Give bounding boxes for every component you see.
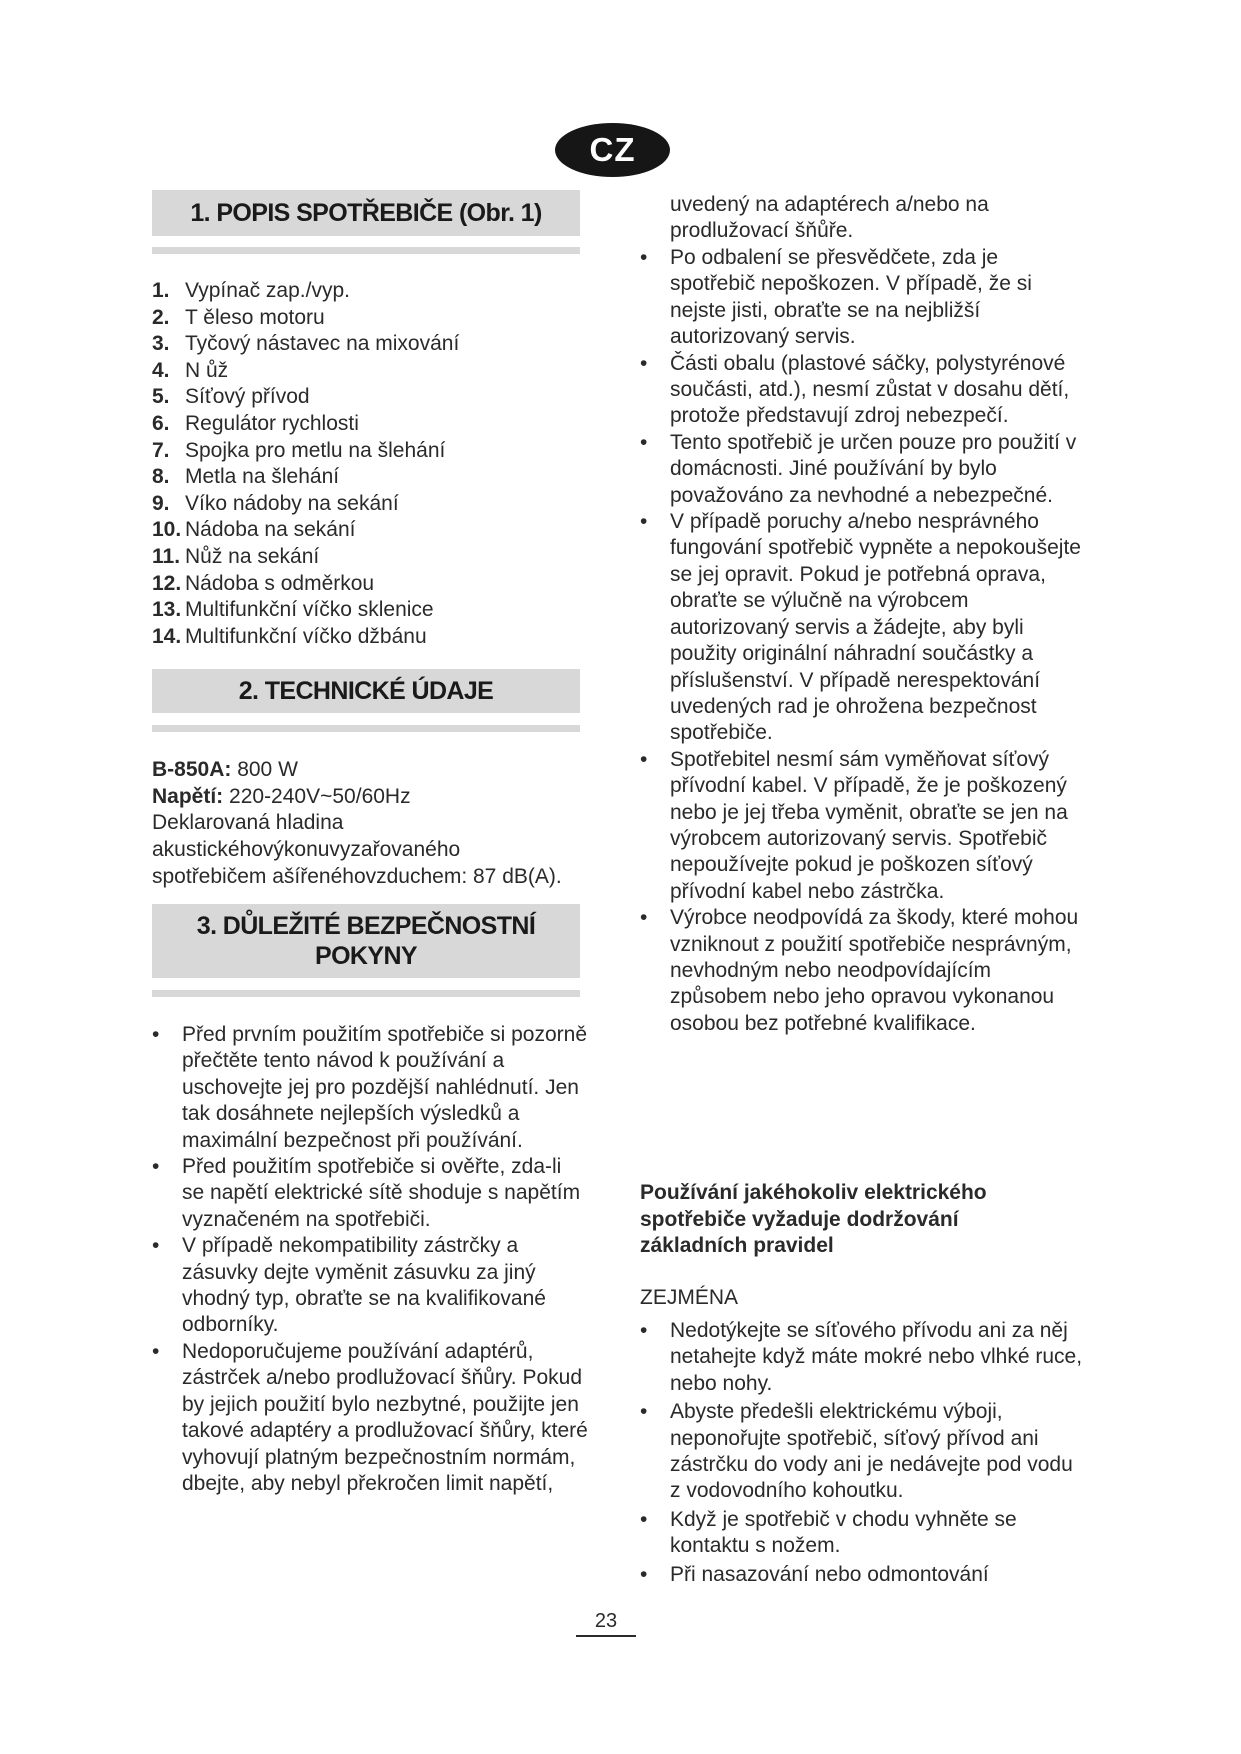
list-item [152, 305, 459, 332]
bullet-item: • Výrobce neodpovídá za škody, které mohou vzniknout z použití spotřebiče nesprávným, nevhodným nebo neodpovídajícím způsobem nebo jeho opravou vykonanou osobou bez potřebné kvalifikace. [640, 905, 1085, 1037]
bullet-item: • Před prvním použitím spotřebiče si pozorně přečtěte tento návod k používání a uschovejte jej pro pozdější nahlédnutí. Jen tak dosáhnete nejlepších výsledků a maximální bezpečnost při používání. [152, 1022, 588, 1154]
list-item [152, 411, 459, 438]
list-item [152, 597, 459, 624]
bullet-item: • Tento spotřebič je určen pouze pro použití v domácnosti. Jiné používání by bylo považováno za nevhodné a nebezpečné. [640, 430, 1085, 509]
item-text: Víko nádoby na sekání [185, 491, 399, 515]
section-title-line: POKYNY [315, 942, 417, 970]
bullet-item: • Nedotýkejte se síťového přívodu ani za něj netahejte když máte mokré nebo vlhké ruce, nebo nohy. [640, 1318, 1085, 1397]
bullet-item: • Abyste předešli elektrickému výboji, neponořujte spotřebič, síťový přívod ani zástrčku do vody ani je nedávejte pod vodu z vodovodního kohoutku. [640, 1399, 1085, 1505]
item-number: 12. [152, 571, 182, 595]
noise-line: akustickéhovýkonuvyzařovaného [152, 838, 461, 862]
rules-subheading: Používání jakéhokoliv elektrického spotřebiče vyžaduje dodržování základních pravidel [640, 1181, 987, 1258]
item-number: 6. [152, 411, 170, 435]
item-text: Nůž na sekání [185, 544, 320, 568]
item-text: Regulátor rychlosti [185, 411, 359, 435]
model-label: B-850A: [152, 758, 232, 781]
item-text: Nádoba na sekání [185, 518, 356, 542]
item-number: 9. [152, 491, 170, 515]
section-heading-technical [152, 669, 580, 732]
item-text: Multifunkční víčko sklenice [185, 598, 434, 622]
voltage-value: 220-240V~50/60Hz [229, 784, 411, 808]
item-text: Metla na šlehání [185, 465, 340, 489]
list-item [152, 358, 459, 385]
parts-list [152, 278, 459, 650]
section-heading-description [152, 190, 580, 254]
item-number: 2. [152, 305, 170, 329]
bullet-item: • Spotřebitel nesmí sám vyměňovat síťový přívodní kabel. V případě, že je poškozený nebo je jej třeba vyměnit, obraťte se jen na výrobcem autorizovaný servis. Spotřebič nepoužívejte pokud je poškozen síťový přívodní kabel nebo zástrčka. [640, 747, 1085, 905]
item-text: Spojka pro metlu na šlehání [185, 438, 446, 462]
item-number: 4. [152, 358, 170, 382]
divider [152, 247, 580, 254]
zejmena-label: ZEJMÉNA [640, 1286, 739, 1309]
bullet-item: • Když je spotřebič v chodu vyhněte se kontaktu s nožem. [640, 1507, 1085, 1560]
safety-list-specific [640, 1318, 1085, 1590]
item-number: 5. [152, 385, 170, 409]
item-number: 11. [152, 544, 181, 568]
item-text: N ůž [185, 358, 229, 382]
bullet-item: • Části obalu (plastové sáčky, polystyrénové součásti, atd.), nesmí zůstat v dosahu dětí, protože představují zdroj nebezpečí. [640, 351, 1085, 430]
item-number: 1. [152, 279, 170, 302]
section-heading-safety [152, 904, 580, 997]
section-title-line: 3. DŮLEŽITÉ BEZPEČNOSTNÍ [196, 912, 536, 940]
list-item [152, 384, 459, 411]
bullet-item: • Nedoporučujeme používání adaptérů, zástrček a/nebo prodlužovací šňůry. Pokud by jejich použití bylo nezbytné, použijte jen takové adaptéry a prodlužovací šňůry, které vyhovují platným bezpečnostním normám, dbejte, aby nebyl překročen limit napětí, [152, 1339, 588, 1497]
item-text: T ěleso motoru [185, 305, 325, 329]
list-item [152, 624, 459, 651]
noise-line: Deklarovaná hladina [152, 811, 344, 835]
list-item [152, 464, 459, 491]
page-number: 23 [576, 1610, 636, 1637]
language-badge: CZ [555, 123, 670, 177]
divider [152, 990, 580, 997]
item-text: Vypínač zap./vyp. [185, 279, 350, 302]
list-item [152, 544, 459, 571]
section-title: 2. TECHNICKÉ ÚDAJE [152, 669, 580, 713]
section-title [152, 904, 580, 978]
section-title: 1. POPIS SPOTŘEBIČE (Obr. 1) [152, 190, 580, 236]
item-text: Multifunkční víčko džbánu [185, 624, 427, 648]
item-text: Tyčový nástavec na mixování [185, 332, 460, 356]
technical-data [152, 757, 592, 891]
bullet-item: • Při nasazování nebo odmontování [640, 1562, 1085, 1588]
list-item [152, 438, 459, 465]
item-number: 10. [152, 518, 182, 542]
item-number: 14. [152, 624, 182, 648]
safety-list-right [640, 245, 1085, 1037]
item-number: 13. [152, 598, 182, 622]
voltage-label: Napětí: [152, 784, 224, 808]
bullet-item: • Před použitím spotřebiče si ověřte, zda-li se napětí elektrické sítě shoduje s napětím vyznačeném na spotřebiči. [152, 1154, 588, 1233]
item-text: Síťový přívod [185, 385, 310, 409]
bullet-item: • V případě poruchy a/nebo nesprávného fungování spotřebič vypněte a nepokoušejte se jej opravit. Pokud je potřebná oprava, obraťte se výlučně na výrobcem autorizovaný servis a žádejte, aby byli použity originální náhradní součástky a příslušenství. V případě nerespektování uvedených rad je ohrožena bezpečnost spotřebiče. [640, 509, 1085, 747]
item-text: Nádoba s odměrkou [185, 571, 375, 595]
list-item [152, 491, 459, 518]
item-number: 7. [152, 438, 170, 462]
model-value: 800 W [237, 758, 298, 781]
continued-text: uvedený na adaptérech a/nebo na prodlužovací šňůře. [670, 193, 989, 243]
safety-list-left [152, 1022, 588, 1497]
bullet-item: • Po odbalení se přesvědčete, zda je spotřebič nepoškozen. V případě, že si nejste jisti, obraťte se na nejbližší autorizovaný servis. [640, 245, 1085, 351]
list-item [152, 517, 459, 544]
item-number: 8. [152, 465, 170, 489]
divider [152, 725, 580, 732]
list-item [152, 278, 459, 305]
noise-line: spotřebičem ašířenéhovzduchem: 87 dB(A). [152, 864, 562, 888]
item-number: 3. [152, 332, 170, 356]
list-item [152, 331, 459, 358]
list-item [152, 571, 459, 598]
bullet-item: • V případě nekompatibility zástrčky a zásuvky dejte vyměnit zásuvku za jiný vhodný typ, obraťte se na kvalifikované odborníky. [152, 1233, 588, 1339]
